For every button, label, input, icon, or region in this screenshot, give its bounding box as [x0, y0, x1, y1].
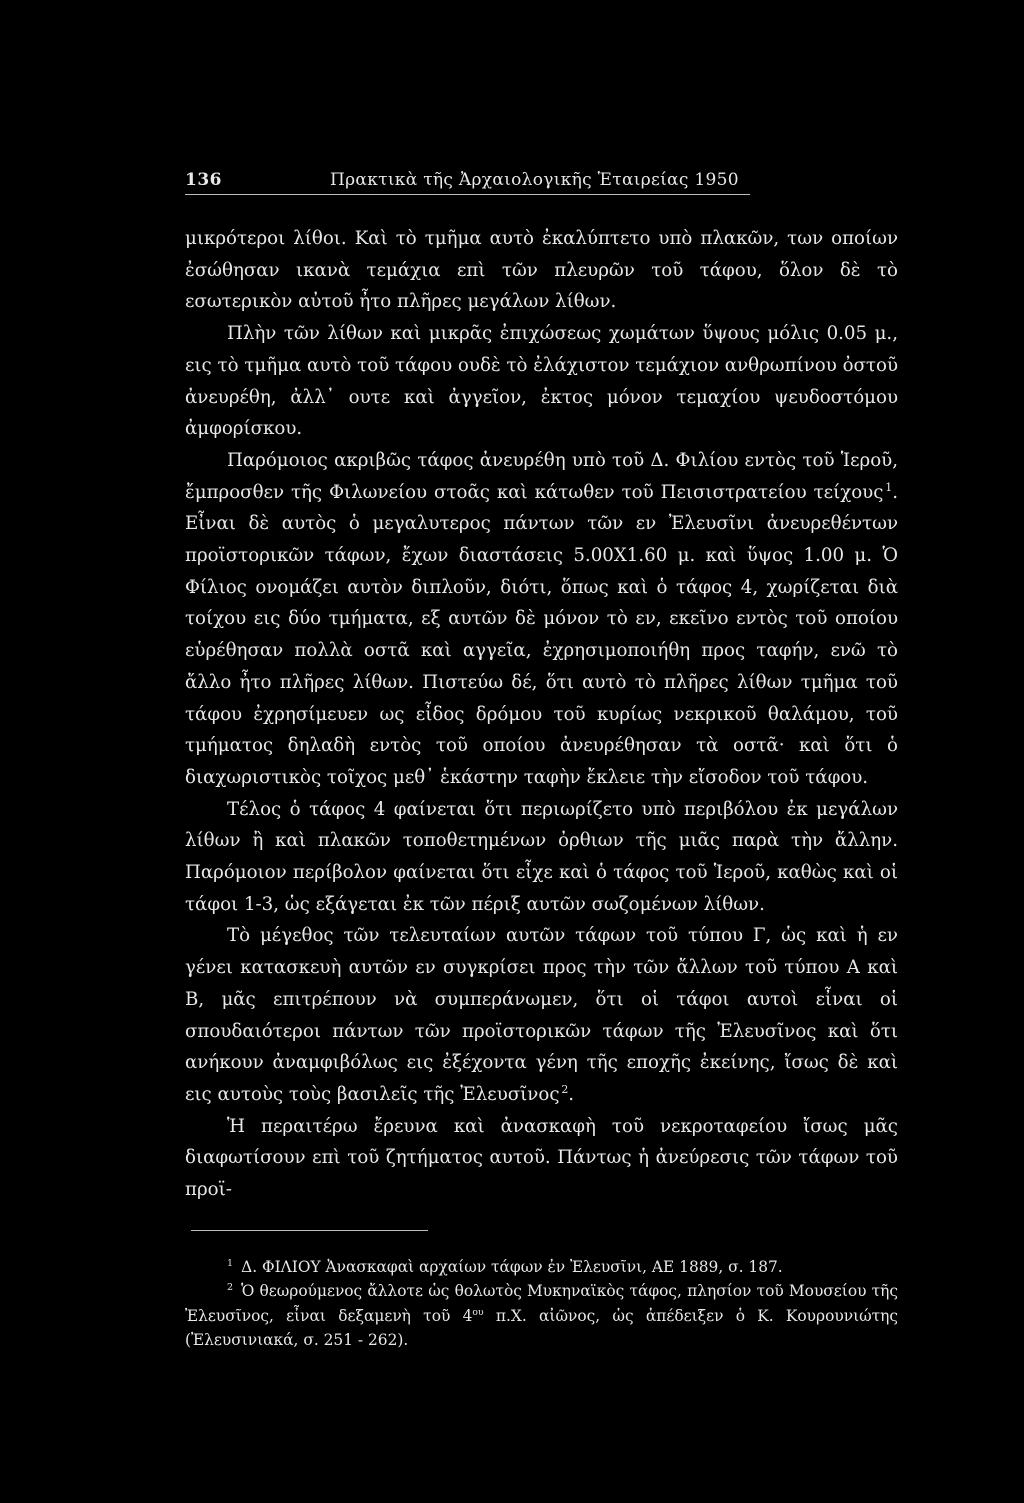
footnote-divider	[191, 1230, 428, 1231]
paragraph	[185, 1111, 898, 1206]
paragraph	[185, 318, 898, 445]
footnote-reference: 2	[561, 1082, 569, 1096]
paragraph-text: Ἡ περαιτέρω ἔρευνα καὶ ἀνασκαφὴ τοῦ νεκροταφείου ἴσως μᾶς διαφωτίσουν επὶ τοῦ ζητήματος αυτοῦ. Πάντως ἡ ἀνεύρεσις τῶν τάφων τοῦ προϊ-	[185, 1115, 898, 1201]
page-number: 136	[185, 170, 222, 190]
footnote-text: π.Χ. αἰῶνος, ὡς ἀπέδειξεν ὁ Κ. Κουρουνιώτης (Ἐλευσινιακά, σ. 251 - 262).	[185, 1306, 899, 1350]
superscript: ου	[472, 1306, 484, 1318]
paragraph	[185, 794, 898, 921]
body-text	[185, 223, 898, 1206]
punctuation: .	[568, 1083, 575, 1105]
footnote-2	[185, 1279, 898, 1352]
paragraph-text: μικρότεροι λίθοι. Καὶ τὸ τμῆμα αυτὸ ἐκαλύπτετο υπὸ πλακῶν, των οποίων ἐσώθησαν ικανὰ τεμάχια επὶ τῶν πλευρῶν τοῦ τάφου, ὅλον δὲ τὸ εσωτερικὸν αὐτοῦ ἦτο πλῆρες μεγάλων λίθων.	[185, 228, 898, 313]
paragraph-text: Τὸ μέγεθος τῶν τελευταίων αυτῶν τάφων τοῦ τύπου Γ, ὡς καὶ ἡ εν γένει κατασκευὴ αυτῶν εν συγκρίσει προς τὴν τῶν ἄλλων τοῦ τύπου Α καὶ Β, μᾶς επιτρέπουν νὰ συμπεράνωμεν, ὅτι οἱ τάφοι αυτοὶ εἶναι οἱ σπουδαιότεροι πάντων τῶν προϊστορικῶν τάφων τῆς Ἐλευσῖνος καὶ ὅτι ανήκουν ἀναμφιβόλως εις ἐξέχοντα γένη τῆς εποχῆς ἐκείνης, ἴσως δὲ καὶ εις αυτοὺς τοὺς βασιλεῖς τῆς Ἐλευσῖνος	[185, 925, 898, 1105]
footnote-reference: 1	[885, 480, 893, 494]
footnotes	[185, 1255, 898, 1353]
punctuation: .	[892, 481, 898, 503]
footnote-marker: 2	[227, 1282, 234, 1294]
running-title: Πρακτικὰ τῆς Ἀρχαιολογικῆς Ἑταιρείας 1950	[330, 170, 739, 190]
footnote-marker: 1	[227, 1257, 234, 1269]
footnote-1	[185, 1255, 898, 1279]
paragraph	[185, 920, 898, 1110]
paragraph	[185, 445, 898, 794]
footnote-text: Δ. ΦΙΛΙΟΥ Ἀνασκαφαὶ αρχαίων τάφων ἐν Ἐλευσῖνι, ΑΕ 1889, σ. 187.	[241, 1257, 783, 1276]
running-header	[185, 170, 750, 195]
paragraph-text: Παρόμοιος ακριβῶς τάφος ἀνευρέθη υπὸ τοῦ Δ. Φιλίου εντὸς τοῦ Ἱεροῦ, ἔμπροσθεν τῆς Φιλωνείου στοᾶς καὶ κάτωθεν τοῦ Πεισιστρατείου τείχους	[185, 449, 898, 503]
paragraph-text: Πλὴν τῶν λίθων καὶ μικρᾶς ἐπιχώσεως χωμάτων ὕψους μόλις 0.05 μ., εις τὸ τμῆμα αυτὸ τοῦ τάφου ουδὲ τὸ ἐλάχιστον τεμάχιον ανθρωπίνου ὀστοῦ ἀνευρέθη, ἀλλ᾽ ουτε καὶ ἀγγεῖον, ἐκτος μόνον τεμαχίου ψευδοστόμου ἀμφορίσκου.	[185, 323, 898, 440]
paragraph-text: Τέλος ὁ τάφος 4 φαίνεται ὅτι περιωρίζετο υπὸ περιβόλου ἐκ μεγάλων λίθων ἢ καὶ πλακῶν τοποθετημένων ὀρθιων τῆς μιᾶς παρὰ τὴν ἄλλην. Παρόμοιον περίβολον φαίνεται ὅτι εἶχε καὶ ὁ τάφος τοῦ Ἱεροῦ, καθὼς καὶ οἱ τάφοι 1-3, ὡς εξάγεται ἐκ τῶν πέριξ αυτῶν σωζομένων λίθων.	[185, 798, 898, 915]
text-column	[185, 170, 898, 1352]
footnote-text: Ὁ θεωρούμενος ἄλλοτε ὡς θολωτὸς Μυκηναϊκὸς τάφος, πλησίον τοῦ Μουσείου τῆς Ἐλευσῖνος, εἶναι δεξαμενὴ τοῦ 4	[185, 1282, 898, 1325]
paragraph-text: Εἶναι δὲ αυτὸς ὁ μεγαλυτερος πάντων τῶν εν Ἐλευσῖνι ἀνευρεθέντων προϊστορικῶν τάφων, ἔχων διαστάσεις 5.00Χ1.60 μ. καὶ ὕψος 1.00 μ. Ὁ Φίλιος ονομάζει αυτὸν διπλοῦν, διότι, ὅπως καὶ ὁ τάφος 4, χωρίζεται διὰ τοίχου εις δύο τμήματα, εξ αυτῶν δὲ μόνον τὸ εν, εκεῖνο εντὸς τοῦ οποίου εὑρέθησαν πολλὰ οστᾶ καὶ αγγεῖα, ἐχρησιμοποιήθη προς ταφήν, ενῶ τὸ ἄλλο ἦτο πλῆρες λίθων. Πιστεύω δέ, ὅτι αυτὸ τὸ πλῆρες λίθων τμῆμα τοῦ τάφου ἐχρησίμευεν ως εἶδος δρόμου τοῦ κυρίως νεκρικοῦ θαλάμου, τοῦ τμήματος δηλαδὴ εντὸς τοῦ οποίου ἀνευρέθησαν τὰ οστᾶ· καὶ ὅτι ὁ διαχωριστικὸς τοῖχος μεθ᾽ ἑκάστην ταφὴν ἔκλειε τὴν εἴσοδον τοῦ τάφου.	[185, 513, 898, 788]
paragraph	[185, 223, 898, 318]
